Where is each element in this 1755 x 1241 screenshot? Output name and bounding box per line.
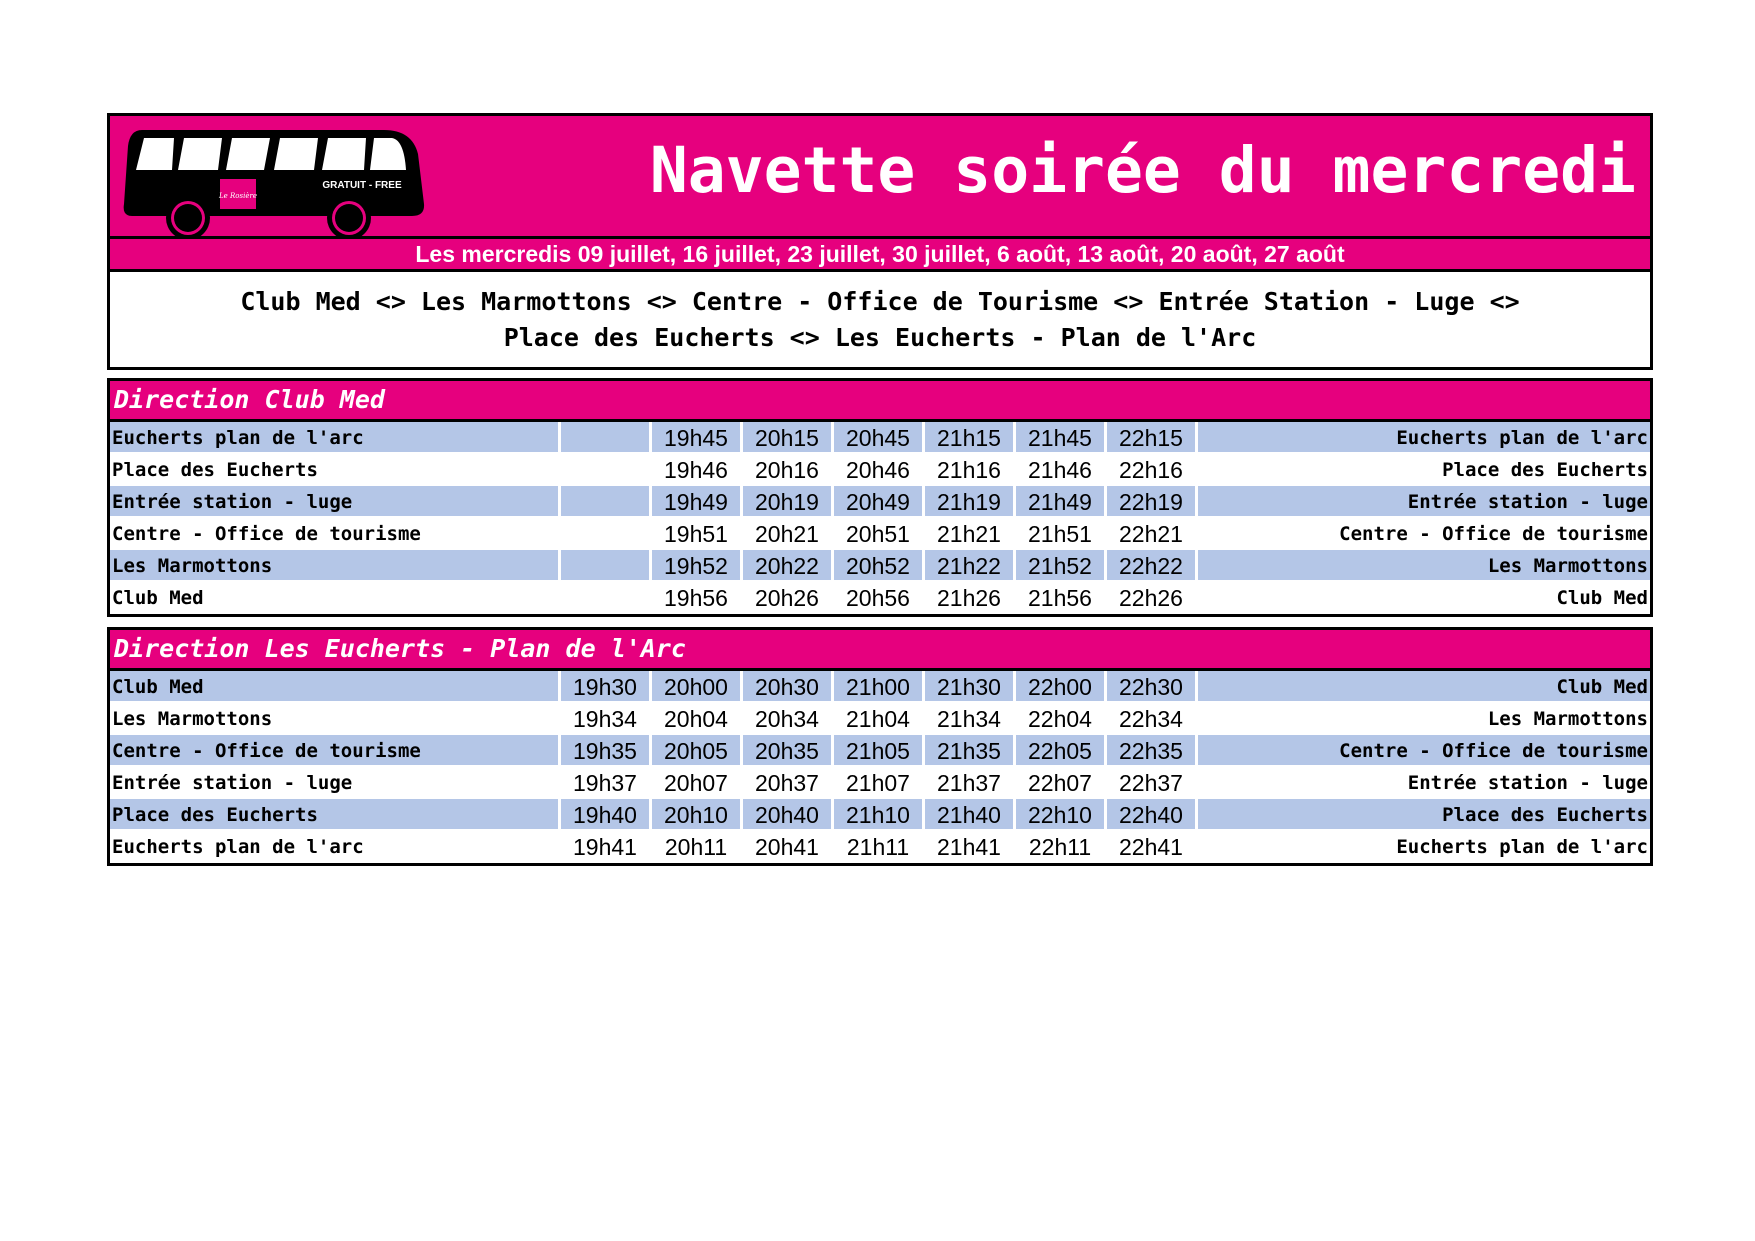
- direction-eucherts-rows: [110, 671, 1650, 863]
- departure-time: 21h04: [834, 703, 925, 735]
- departure-time: 20h05: [652, 735, 743, 767]
- departure-time: 21h05: [834, 735, 925, 767]
- departure-time: 21h46: [1016, 454, 1107, 486]
- departure-time: 21h35: [925, 735, 1016, 767]
- departure-time: 21h34: [925, 703, 1016, 735]
- departure-time: 20h26: [743, 582, 834, 614]
- direction-eucherts-title: Direction Les Eucherts - Plan de l'Arc: [110, 630, 1650, 671]
- departure-time: 21h52: [1016, 550, 1107, 582]
- departure-time: [561, 422, 652, 454]
- stop-name: Centre - Office de tourisme: [110, 518, 561, 550]
- departure-time: 21h21: [925, 518, 1016, 550]
- departure-time: 19h34: [561, 703, 652, 735]
- departure-time: 19h37: [561, 767, 652, 799]
- departure-time: 20h00: [652, 671, 743, 703]
- departure-time: 22h34: [1107, 703, 1198, 735]
- departure-time: 21h19: [925, 486, 1016, 518]
- departure-time: 20h56: [834, 582, 925, 614]
- departure-time: 20h51: [834, 518, 925, 550]
- stop-name: Entrée station - luge: [110, 486, 561, 518]
- stop-name-right: Place des Eucherts: [1198, 799, 1650, 831]
- departure-time: 19h40: [561, 799, 652, 831]
- departure-time: 20h41: [743, 831, 834, 863]
- departure-time: 20h10: [652, 799, 743, 831]
- departure-time: 22h04: [1016, 703, 1107, 735]
- departure-time: 20h16: [743, 454, 834, 486]
- departure-time: [561, 582, 652, 614]
- departure-time: 21h15: [925, 422, 1016, 454]
- departure-time: 21h40: [925, 799, 1016, 831]
- stop-name-right: Centre - Office de tourisme: [1198, 518, 1650, 550]
- departure-time: 21h49: [1016, 486, 1107, 518]
- stop-name: Eucherts plan de l'arc: [110, 831, 561, 863]
- departure-time: 20h34: [743, 703, 834, 735]
- departure-time: 21h30: [925, 671, 1016, 703]
- departure-time: 20h19: [743, 486, 834, 518]
- departure-time: 22h19: [1107, 486, 1198, 518]
- departure-time: 22h22: [1107, 550, 1198, 582]
- direction-club-med-table: [107, 378, 1653, 617]
- table-row: [110, 550, 1650, 582]
- departure-time: 20h52: [834, 550, 925, 582]
- stop-name-right: Eucherts plan de l'arc: [1198, 422, 1650, 454]
- departure-time: 20h40: [743, 799, 834, 831]
- departure-time: 20h07: [652, 767, 743, 799]
- page-title: Navette soirée du mercredi: [649, 134, 1636, 207]
- route-line-2: Place des Eucherts <> Les Eucherts - Plan de l'Arc: [503, 322, 1257, 352]
- departure-time: 19h35: [561, 735, 652, 767]
- departure-time: 20h22: [743, 550, 834, 582]
- stop-name: Club Med: [110, 582, 561, 614]
- bus-icon: [122, 124, 427, 236]
- stop-name: Les Marmottons: [110, 703, 561, 735]
- departure-time: 19h30: [561, 671, 652, 703]
- departure-time: 22h15: [1107, 422, 1198, 454]
- dates-banner: Les mercredis 09 juillet, 16 juillet, 23 juillet, 30 juillet, 6 août, 13 août, 20 août, 27 août: [107, 239, 1653, 269]
- stop-name-right: Eucherts plan de l'arc: [1198, 831, 1650, 863]
- table-row: [110, 671, 1650, 703]
- direction-club-med-rows: [110, 422, 1650, 614]
- bus-logo-text: Le Rosière: [219, 192, 257, 200]
- departure-time: 19h56: [652, 582, 743, 614]
- departure-time: 19h51: [652, 518, 743, 550]
- table-row: [110, 703, 1650, 735]
- stop-name-right: Entrée station - luge: [1198, 486, 1650, 518]
- departure-time: 22h40: [1107, 799, 1198, 831]
- departure-time: 21h11: [834, 831, 925, 863]
- departure-time: 22h30: [1107, 671, 1198, 703]
- departure-time: 21h10: [834, 799, 925, 831]
- departure-time: 21h37: [925, 767, 1016, 799]
- departure-time: [561, 518, 652, 550]
- departure-time: 20h21: [743, 518, 834, 550]
- departure-time: 20h45: [834, 422, 925, 454]
- table-row: [110, 454, 1650, 486]
- departure-time: 21h56: [1016, 582, 1107, 614]
- departure-time: [561, 454, 652, 486]
- departure-time: 21h16: [925, 454, 1016, 486]
- table-row: [110, 582, 1650, 614]
- departure-time: 22h26: [1107, 582, 1198, 614]
- stop-name-right: Entrée station - luge: [1198, 767, 1650, 799]
- departure-time: 22h21: [1107, 518, 1198, 550]
- route-line-1: Club Med <> Les Marmottons <> Centre - Office de Tourisme <> Entrée Station - Luge <>: [240, 286, 1520, 316]
- stop-name-right: Centre - Office de tourisme: [1198, 735, 1650, 767]
- departure-time: 21h07: [834, 767, 925, 799]
- table-row: [110, 767, 1650, 799]
- stop-name: Place des Eucherts: [110, 454, 561, 486]
- departure-time: 19h46: [652, 454, 743, 486]
- departure-time: [561, 486, 652, 518]
- departure-time: 22h35: [1107, 735, 1198, 767]
- departure-time: 22h00: [1016, 671, 1107, 703]
- stop-name-right: Club Med: [1198, 582, 1650, 614]
- stop-name: Place des Eucherts: [110, 799, 561, 831]
- bus-label: GRATUIT - FREE: [322, 180, 402, 191]
- departure-time: 22h16: [1107, 454, 1198, 486]
- stop-name: Centre - Office de tourisme: [110, 735, 561, 767]
- departure-time: 22h37: [1107, 767, 1198, 799]
- departure-time: 19h52: [652, 550, 743, 582]
- departure-time: 21h51: [1016, 518, 1107, 550]
- timetable-sheet: [107, 113, 1653, 866]
- departure-time: 22h07: [1016, 767, 1107, 799]
- departure-time: 21h45: [1016, 422, 1107, 454]
- direction-eucherts-table: [107, 627, 1653, 866]
- stop-name-right: Les Marmottons: [1198, 703, 1650, 735]
- route-description: [107, 269, 1653, 370]
- stop-name-right: Club Med: [1198, 671, 1650, 703]
- table-row: [110, 422, 1650, 454]
- direction-club-med-title: Direction Club Med: [110, 381, 1650, 422]
- stop-name: Club Med: [110, 671, 561, 703]
- departure-time: 22h10: [1016, 799, 1107, 831]
- stop-name-right: Les Marmottons: [1198, 550, 1650, 582]
- table-row: [110, 486, 1650, 518]
- departure-time: 20h37: [743, 767, 834, 799]
- departure-time: 20h46: [834, 454, 925, 486]
- departure-time: 21h26: [925, 582, 1016, 614]
- departure-time: 21h22: [925, 550, 1016, 582]
- departure-time: 20h35: [743, 735, 834, 767]
- table-row: [110, 518, 1650, 550]
- departure-time: 22h05: [1016, 735, 1107, 767]
- stop-name-right: Place des Eucherts: [1198, 454, 1650, 486]
- departure-time: 21h00: [834, 671, 925, 703]
- departure-time: 22h11: [1016, 831, 1107, 863]
- departure-time: 20h04: [652, 703, 743, 735]
- departure-time: 20h11: [652, 831, 743, 863]
- table-row: [110, 735, 1650, 767]
- departure-time: 20h30: [743, 671, 834, 703]
- table-row: [110, 831, 1650, 863]
- table-row: [110, 799, 1650, 831]
- departure-time: 20h15: [743, 422, 834, 454]
- departure-time: 19h41: [561, 831, 652, 863]
- stop-name: Les Marmottons: [110, 550, 561, 582]
- departure-time: 21h41: [925, 831, 1016, 863]
- departure-time: [561, 550, 652, 582]
- departure-time: 19h49: [652, 486, 743, 518]
- departure-time: 19h45: [652, 422, 743, 454]
- departure-time: 22h41: [1107, 831, 1198, 863]
- stop-name: Eucherts plan de l'arc: [110, 422, 561, 454]
- stop-name: Entrée station - luge: [110, 767, 561, 799]
- header-banner: [107, 113, 1653, 239]
- departure-time: 20h49: [834, 486, 925, 518]
